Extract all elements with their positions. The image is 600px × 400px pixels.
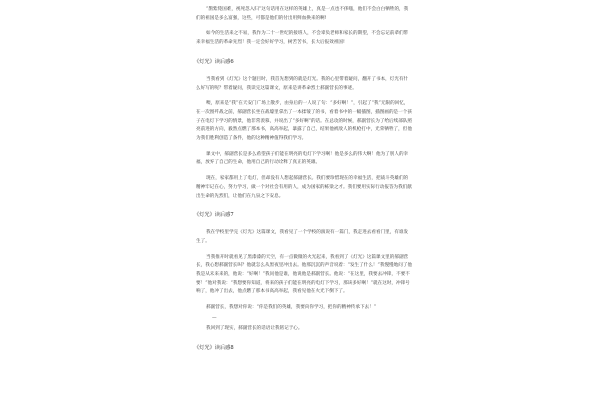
paragraph: 我回到了现实，郝副营长的话语让我铭记于心。 — [206, 325, 303, 331]
paragraph: 噢，原来是“我”在天安门广场上散步，由身后的一人说了句：“多好啊！”，引起了“我”无限的回忆，在一次围歼战之前，郝副营长坐在战壕里拿出了一本揉皱了的书，看着书中的一幅插图，插图画的是一个孩子在电灯下学习的情景，他非常羡慕，并说出了“多好啊”的话。在总攻的时候，郝副营长为了给后续部队照亮前进的方向，毅然点燃了那本书，高高举起，暴露了自己，结果他被敌人的机枪打中，光荣牺牲了，但他为我们胜利创造了条件，他的这种精神值得我们学习。 — [196, 101, 413, 142]
paragraph: “鹊紫毙国难，视死忽入归”这句话用在这样的英雄上，真是一点也不侈嗤，他们不会白白牺牲的，我们的祖国是多么富强，这些，可都是他们的付出用鲜血换来的啊! — [196, 7, 409, 21]
paragraph: 当我看到《灯光》这个题目时，我首先想到的就是灯光。我的心里带着疑问，翻开了书本，灯光有什么好写的呢？带着疑问，我读完这篇课文，原来是讲革命烈士郝副营长的事迹。 — [196, 76, 409, 91]
paragraph: 郝副营长，我想对你说：“你是我们的英雄，我要向你学习，把你的精神传承下去！” — [206, 305, 377, 311]
paragraph: 如今的生活来之不易，我作为二十一世纪的接班人，不会辜负老师和家长的期望，不会忘记前辈们带来幸福生活的革命先烈！我一定会好好学习，树苦苦书，长大后报效祖国! — [196, 31, 409, 46]
paragraph: 我在学校里学完《灯光》这篇课文，我看见了一个学校的演说有一篇门，我走进去看看门里，有谁发生了。 — [196, 230, 409, 244]
paragraph: 现在，家家都用上了电灯，但却没有人想起郝副营长。我们要珍惜现在的幸福生活，把战斗英雄们的精神牢记在心，努力学习，做一个对社会有用的人，成为国家的栋梁之才。我们要用实际行动报答为我们献出生命的先烈们，让他们在九泉之下安息。 — [196, 176, 412, 199]
section-heading: 《灯光》读后感7 — [194, 212, 234, 219]
section-heading: 《灯光》读后感6 — [194, 58, 234, 65]
paragraph: 当我推开时就看见了黑漆漆的天空，有一点微微的火光起来，我看到了《灯光》这篇课文里的郝副营长，我心想郝副营长叫？他就怎么从黑夜里冲出去。他那沉沉的声音说着：“发生了什么！”我慢慢地问了他我是从未来来的，他说：“好啊！”我问他是谁，他说他是郝副营长。他说：“在这里，我要去冲锋，不要不要！”他对我说：“我想要你知道，将来的孩子们能在明亮的电灯下学习，那该多好啊！”就在这时，冲锋号响了，他冲了出去，他点燃了那本书高高举起，我看见他在火光下倒下了。 — [196, 254, 413, 295]
document-body — [196, 6, 412, 362]
separator-dash: — — [212, 315, 217, 321]
section-heading: 《灯光》读后感8 — [194, 344, 234, 351]
paragraph: 课文中，郝副营长是多么希望孩子们能在明亮的电灯下学习啊！他是多么的伟大啊！他为了别人的幸福，放弃了自己的生命，他用自己的行动诠释了真正的英雄。 — [196, 151, 409, 166]
